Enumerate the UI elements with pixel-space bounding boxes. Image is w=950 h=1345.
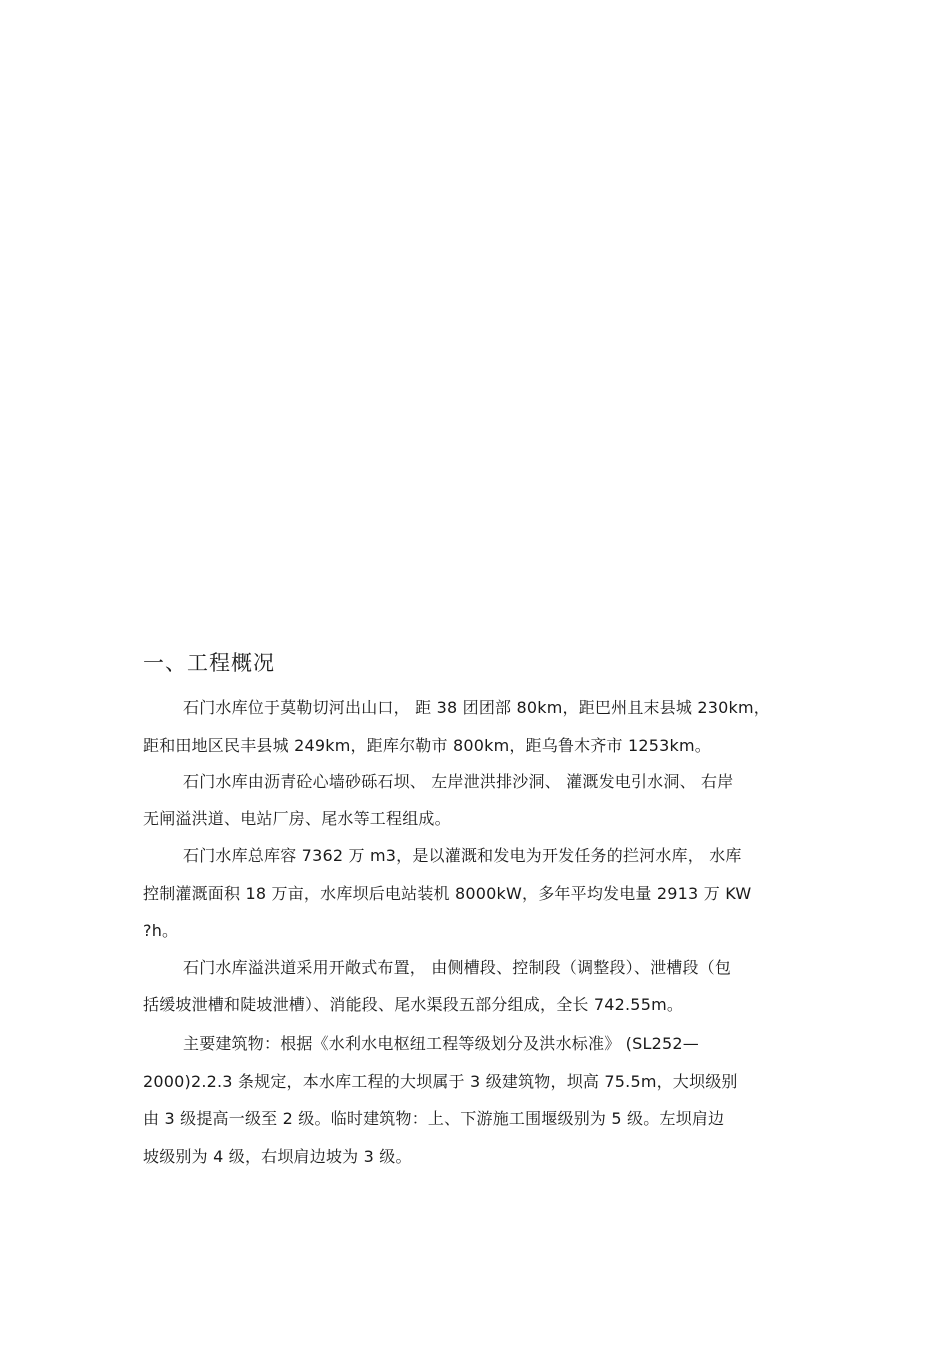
paragraph-5-line-4: 坡级别为 4 级，右坝肩边坡为 3 级。: [143, 1147, 412, 1166]
paragraph-3-line-3: ?h。: [143, 921, 179, 940]
paragraph-5-line-1: 主要建筑物：根据《水利水电枢纽工程等级划分及洪水标准》 (SL252—: [183, 1034, 699, 1053]
paragraph-4-line-1: 石门水库溢洪道采用开敞式布置， 由侧槽段、控制段（调整段）、泄槽段（包: [183, 958, 732, 977]
paragraph-2-line-1: 石门水库由沥青砼心墙砂砾石坝、 左岸泄洪排沙洞、 灌溉发电引水洞、 右岸: [183, 772, 734, 791]
paragraph-1-line-2: 距和田地区民丰县城 249km，距库尔勒市 800km，距乌鲁木齐市 1253km。: [143, 736, 712, 755]
paragraph-1-line-1: 石门水库位于莫勒切河出山口， 距 38 团团部 80km，距巴州且末县城 230km，: [183, 698, 770, 717]
paragraph-4-line-2: 括缓坡泄槽和陡坡泄槽）、消能段、尾水渠段五部分组成，全长 742.55m。: [143, 995, 684, 1014]
paragraph-3-line-2: 控制灌溉面积 18 万亩，水库坝后电站装机 8000kW，多年平均发电量 2913 万 KW: [143, 884, 752, 903]
section-heading: 一、工程概况: [143, 651, 275, 675]
paragraph-5-line-3: 由 3 级提高一级至 2 级。临时建筑物：上、下游施工围堰级别为 5 级。左坝肩边: [143, 1109, 725, 1128]
paragraph-3-line-1: 石门水库总库容 7362 万 m3，是以灌溉和发电为开发任务的拦河水库， 水库: [183, 846, 742, 865]
paragraph-5-line-2: 2000)2.2.3 条规定，本水库工程的大坝属于 3 级建筑物，坝高 75.5m，大坝级别: [143, 1072, 738, 1091]
paragraph-2-line-2: 无闸溢洪道、电站厂房、尾水等工程组成。: [143, 809, 451, 828]
